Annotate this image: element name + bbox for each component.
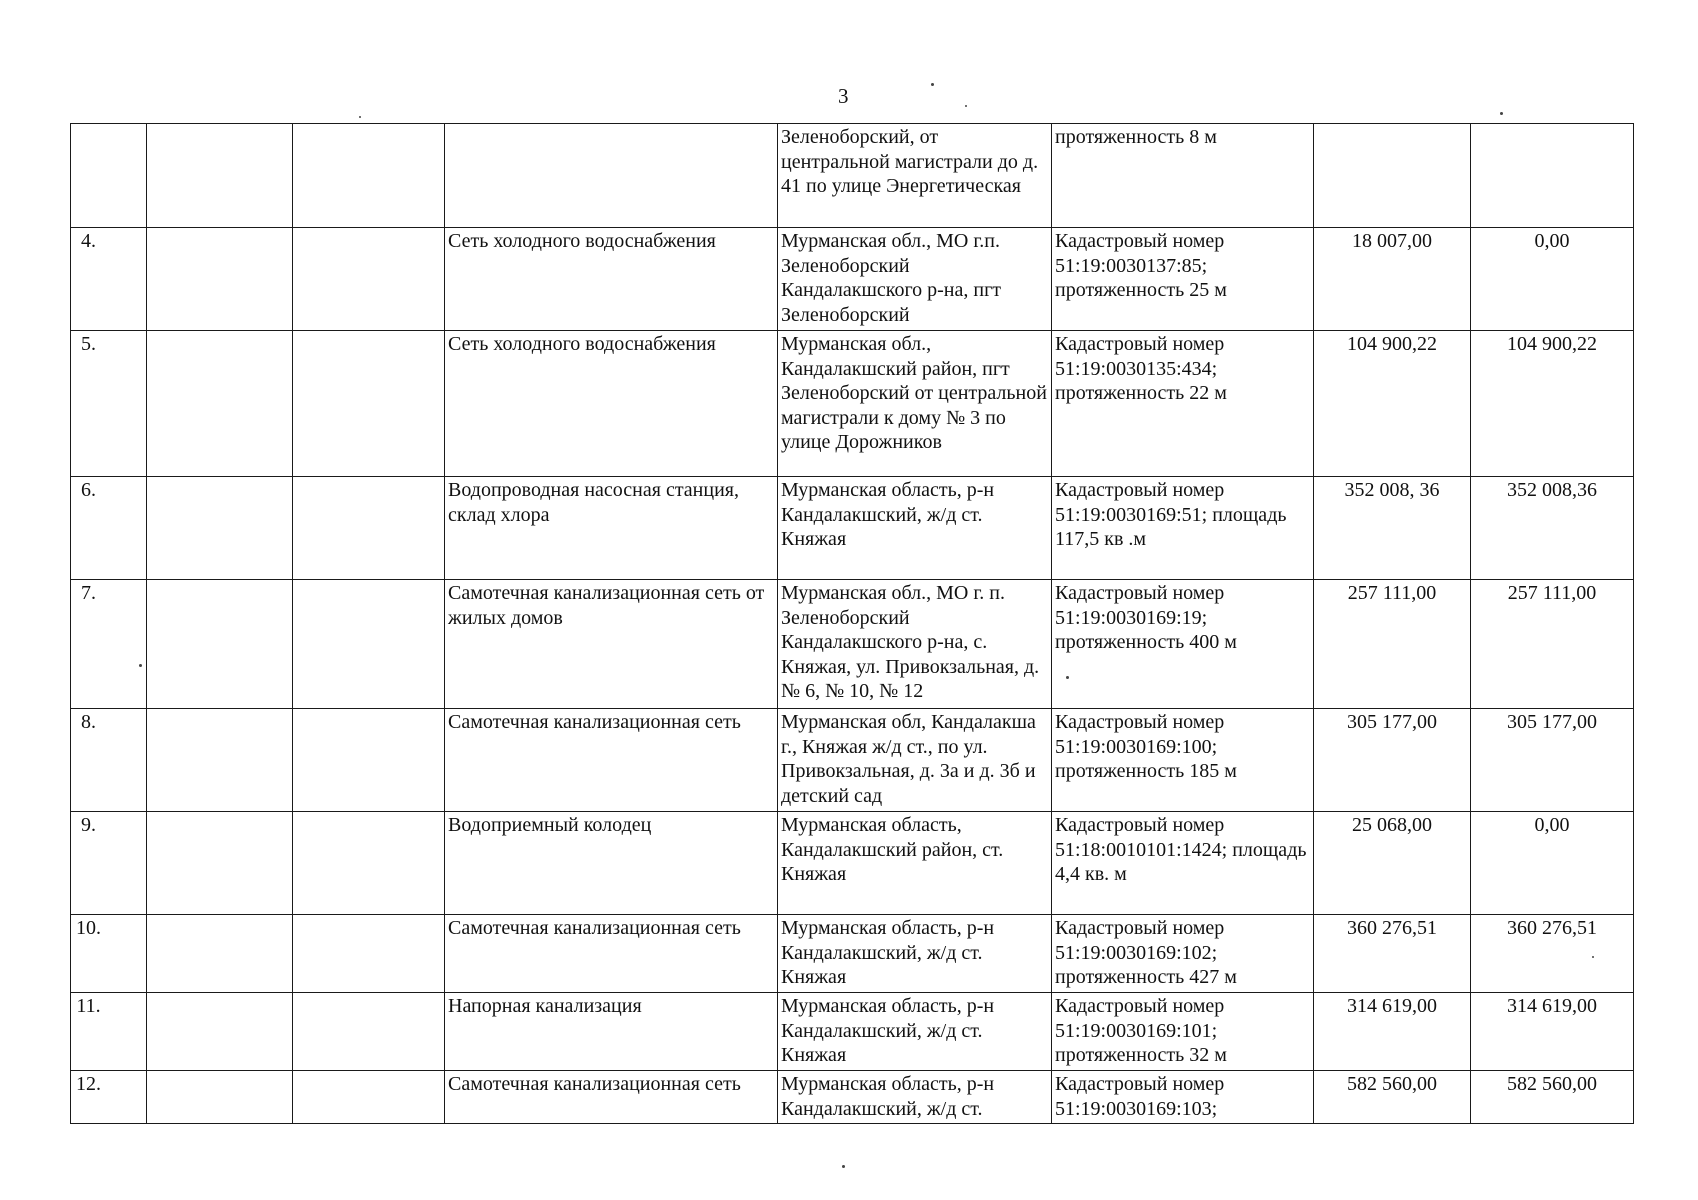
row-number-cell: 5. <box>71 331 147 477</box>
object-name-cell: Самотечная канализационная сеть от жилых домов <box>445 580 778 709</box>
value-cell-2: 257 111,00 <box>1471 580 1634 709</box>
address-cell: Мурманская обл., Кандалакшский район, пгт Зеленоборский от центральной магистрали к дому № 3 по улице Дорожников <box>778 331 1052 477</box>
address-cell: Мурманская область, р-н Кандалакшский, ж/д ст. Княжая <box>778 993 1052 1071</box>
row-number-cell: 12. <box>71 1071 147 1124</box>
row-number-cell: 4. <box>71 228 147 331</box>
object-name-cell: Напорная канализация <box>445 993 778 1071</box>
scan-speck <box>965 105 967 107</box>
value-cell-2: 0,00 <box>1471 812 1634 915</box>
table-row <box>71 915 1634 993</box>
value-cell-1: 360 276,51 <box>1314 915 1471 993</box>
empty-cell <box>147 331 293 477</box>
value-cell-2: 104 900,22 <box>1471 331 1634 477</box>
row-number-cell: 11. <box>71 993 147 1071</box>
table-row <box>71 812 1634 915</box>
object-name-cell: Водопроводная насосная станция, склад хлора <box>445 477 778 580</box>
table-row <box>71 580 1634 709</box>
empty-cell <box>147 228 293 331</box>
characteristics-cell: Кадастровый номер 51:19:0030135:434; протяженность 22 м <box>1052 331 1314 477</box>
row-number-cell <box>71 124 147 228</box>
value-cell-1: 104 900,22 <box>1314 331 1471 477</box>
empty-cell <box>293 124 445 228</box>
address-cell: Мурманская обл, Кандалакша г., Княжая ж/д ст., по ул. Привокзальная, д. 3а и д. 3б и детский сад <box>778 709 1052 812</box>
table-row <box>71 993 1634 1071</box>
scan-speck <box>139 664 142 667</box>
object-name-cell: Самотечная канализационная сеть <box>445 1071 778 1124</box>
row-number-cell: 7. <box>71 580 147 709</box>
characteristics-cell: Кадастровый номер 51:19:0030169:51; площадь 117,5 кв .м <box>1052 477 1314 580</box>
empty-cell <box>293 915 445 993</box>
scan-speck <box>931 83 934 86</box>
value-cell-1: 305 177,00 <box>1314 709 1471 812</box>
object-name-cell: Самотечная канализационная сеть <box>445 709 778 812</box>
table-row <box>71 228 1634 331</box>
characteristics-cell: Кадастровый номер 51:19:0030169:100; протяженность 185 м <box>1052 709 1314 812</box>
characteristics-cell: Кадастровый номер 51:19:0030169:101; протяженность 32 м <box>1052 993 1314 1071</box>
address-cell: Мурманская область, Кандалакшский район, ст. Княжая <box>778 812 1052 915</box>
address-cell: Мурманская область, р-н Кандалакшский, ж/д ст. Княжая <box>778 477 1052 580</box>
table-row <box>71 477 1634 580</box>
row-number-cell: 9. <box>71 812 147 915</box>
value-cell-1: 314 619,00 <box>1314 993 1471 1071</box>
empty-cell <box>293 709 445 812</box>
scan-speck <box>1592 956 1594 958</box>
empty-cell <box>293 331 445 477</box>
value-cell-2 <box>1471 124 1634 228</box>
scan-speck <box>842 1165 845 1168</box>
empty-cell <box>293 228 445 331</box>
address-cell: Зеленоборский, от центральной магистрали до д. 41 по улице Энергетическая <box>778 124 1052 228</box>
value-cell-1: 257 111,00 <box>1314 580 1471 709</box>
address-cell: Мурманская обл., МО г. п. Зеленоборский Кандалакшского р-на, с. Княжая, ул. Привокзальная, д. № 6, № 10, № 12 <box>778 580 1052 709</box>
value-cell-1: 25 068,00 <box>1314 812 1471 915</box>
row-number-cell: 8. <box>71 709 147 812</box>
empty-cell <box>147 709 293 812</box>
empty-cell <box>147 580 293 709</box>
row-number-cell: 10. <box>71 915 147 993</box>
table-body <box>71 124 1634 1124</box>
value-cell-1: 352 008, 36 <box>1314 477 1471 580</box>
object-name-cell: Сеть холодного водоснабжения <box>445 331 778 477</box>
empty-cell <box>147 915 293 993</box>
scan-speck <box>359 116 361 118</box>
value-cell-2: 582 560,00 <box>1471 1071 1634 1124</box>
value-cell-2: 305 177,00 <box>1471 709 1634 812</box>
value-cell-2: 0,00 <box>1471 228 1634 331</box>
value-cell-2: 314 619,00 <box>1471 993 1634 1071</box>
object-name-cell <box>445 124 778 228</box>
object-name-cell: Самотечная канализационная сеть <box>445 915 778 993</box>
empty-cell <box>293 477 445 580</box>
empty-cell <box>147 477 293 580</box>
address-cell: Мурманская область, р-н Кандалакшский, ж/д ст. Княжая <box>778 915 1052 993</box>
characteristics-cell: Кадастровый номер 51:19:0030169:19; протяженность 400 м <box>1052 580 1314 709</box>
address-cell: Мурманская обл., МО г.п. Зеленоборский Кандалакшского р-на, пгт Зеленоборский <box>778 228 1052 331</box>
table-row <box>71 331 1634 477</box>
page-number: 3 <box>838 84 849 108</box>
table-row <box>71 1071 1634 1124</box>
table-row <box>71 124 1634 228</box>
characteristics-cell: Кадастровый номер 51:18:0010101:1424; площадь 4,4 кв. м <box>1052 812 1314 915</box>
empty-cell <box>293 993 445 1071</box>
object-name-cell: Водоприемный колодец <box>445 812 778 915</box>
scan-speck <box>1500 112 1503 115</box>
empty-cell <box>147 812 293 915</box>
characteristics-cell: Кадастровый номер 51:19:0030169:102; протяженность 427 м <box>1052 915 1314 993</box>
empty-cell <box>293 580 445 709</box>
empty-cell <box>293 1071 445 1124</box>
table-row <box>71 709 1634 812</box>
value-cell-2: 360 276,51 <box>1471 915 1634 993</box>
characteristics-cell: Кадастровый номер 51:19:0030169:103; <box>1052 1071 1314 1124</box>
empty-cell <box>147 124 293 228</box>
row-number-cell: 6. <box>71 477 147 580</box>
object-name-cell: Сеть холодного водоснабжения <box>445 228 778 331</box>
empty-cell <box>147 1071 293 1124</box>
value-cell-2: 352 008,36 <box>1471 477 1634 580</box>
characteristics-cell: протяженность 8 м <box>1052 124 1314 228</box>
value-cell-1: 18 007,00 <box>1314 228 1471 331</box>
empty-cell <box>293 812 445 915</box>
value-cell-1: 582 560,00 <box>1314 1071 1471 1124</box>
address-cell: Мурманская область, р-н Кандалакшский, ж/д ст. <box>778 1071 1052 1124</box>
characteristics-cell: Кадастровый номер 51:19:0030137:85; протяженность 25 м <box>1052 228 1314 331</box>
value-cell-1 <box>1314 124 1471 228</box>
scan-speck <box>1066 676 1069 679</box>
empty-cell <box>147 993 293 1071</box>
property-table <box>70 123 1634 1124</box>
